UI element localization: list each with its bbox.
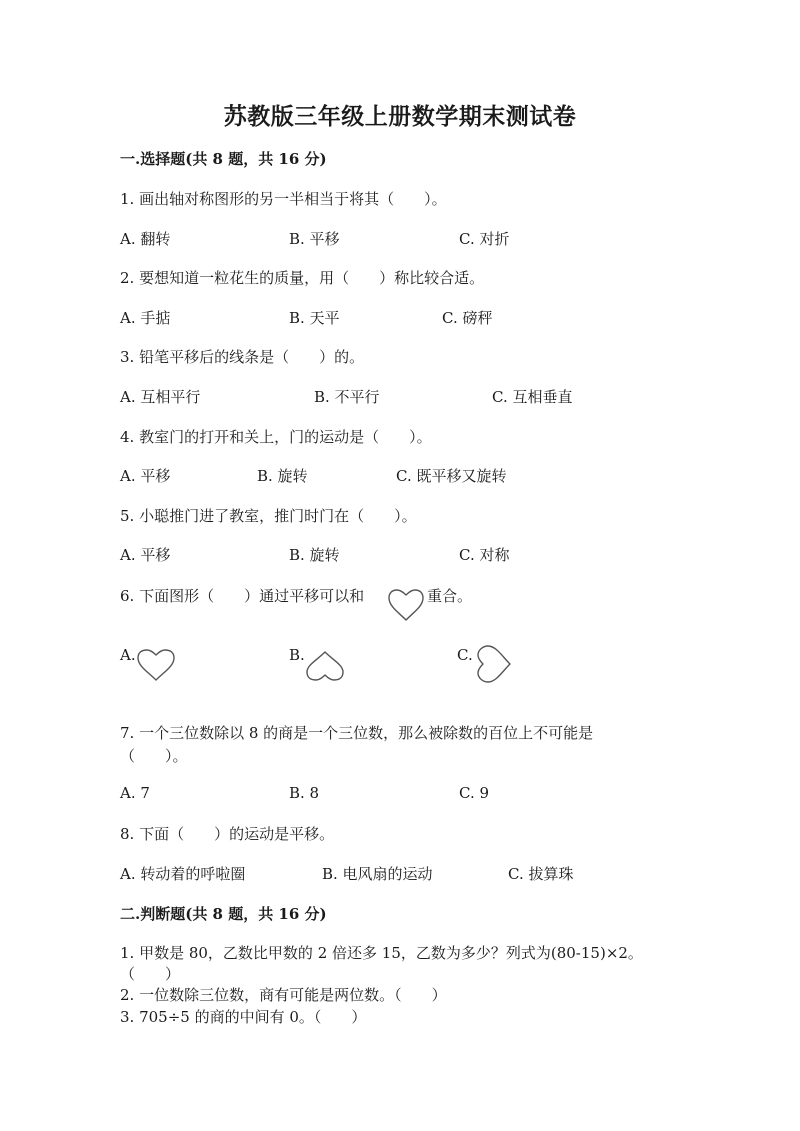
judgment-2: 2. 一位数除三位数，商有可能是两位数。（ ）	[120, 986, 447, 1004]
q7-option-a: A. 7	[120, 784, 150, 802]
heart-icon-option-b	[304, 650, 346, 682]
question-7-line-2: （ ）。	[120, 747, 188, 765]
section-heading-judgment: 二.判断题(共 8 题，共 16 分)	[120, 905, 327, 923]
judgment-3: 3. 705÷5 的商的中间有 0。（ ）	[120, 1008, 367, 1026]
question-5: 5. 小聪推门进了教室，推门时门在（ ）。	[120, 507, 417, 525]
heart-icon-option-a	[135, 648, 177, 682]
q1-option-b: B. 平移	[289, 230, 340, 248]
q5-option-a: A. 平移	[120, 546, 171, 564]
page-title: 苏教版三年级上册数学期末测试卷	[223, 103, 577, 130]
question-4: 4. 教室门的打开和关上，门的运动是（ ）。	[120, 428, 432, 446]
q8-option-b: B. 电风扇的运动	[322, 865, 433, 883]
q6-option-c: C.	[457, 646, 473, 664]
q1-option-a: A. 翻转	[120, 230, 171, 248]
question-8: 8. 下面（ ）的运动是平移。	[120, 825, 335, 843]
q4-option-a: A. 平移	[120, 467, 171, 485]
q5-option-c: C. 对称	[459, 546, 510, 564]
q6-option-a: A.	[120, 646, 136, 664]
question-7-line-1: 7. 一个三位数除以 8 的商是一个三位数，那么被除数的百位上不可能是	[120, 724, 594, 742]
q8-option-c: C. 拔算珠	[508, 865, 574, 883]
heart-icon-option-c	[473, 643, 513, 685]
q3-option-c: C. 互相垂直	[492, 388, 573, 406]
q1-option-c: C. 对折	[459, 230, 510, 248]
q2-option-b: B. 天平	[289, 309, 340, 327]
heart-figure-reference	[386, 588, 426, 622]
q7-option-c: C. 9	[459, 784, 490, 802]
q6-option-b: B.	[289, 646, 305, 664]
question-2: 2. 要想知道一粒花生的质量，用（ ）称比较合适。	[120, 269, 485, 287]
q2-option-c: C. 磅秤	[442, 309, 493, 327]
question-6-text-before: 6. 下面图形（ ）通过平移可以和	[120, 587, 365, 605]
question-1: 1. 画出轴对称图形的另一半相当于将其（ ）。	[120, 190, 447, 208]
q3-option-b: B. 不平行	[314, 388, 380, 406]
judgment-1-line-2: （ ）	[120, 965, 181, 983]
question-3: 3. 铅笔平移后的线条是（ ）的。	[120, 348, 365, 366]
judgment-1-line-1: 1. 甲数是 80，乙数比甲数的 2 倍还多 15，乙数为多少？列式为(80-15)×2。	[120, 944, 643, 962]
q8-option-a: A. 转动着的呼啦圈	[120, 865, 246, 883]
q2-option-a: A. 手掂	[120, 309, 171, 327]
section-heading-choice: 一.选择题(共 8 题，共 16 分)	[120, 150, 327, 168]
q4-option-c: C. 既平移又旋转	[396, 467, 507, 485]
q4-option-b: B. 旋转	[257, 467, 308, 485]
question-6-text-after: 重合。	[427, 587, 473, 605]
q5-option-b: B. 旋转	[289, 546, 340, 564]
q7-option-b: B. 8	[289, 784, 320, 802]
q3-option-a: A. 互相平行	[120, 388, 201, 406]
